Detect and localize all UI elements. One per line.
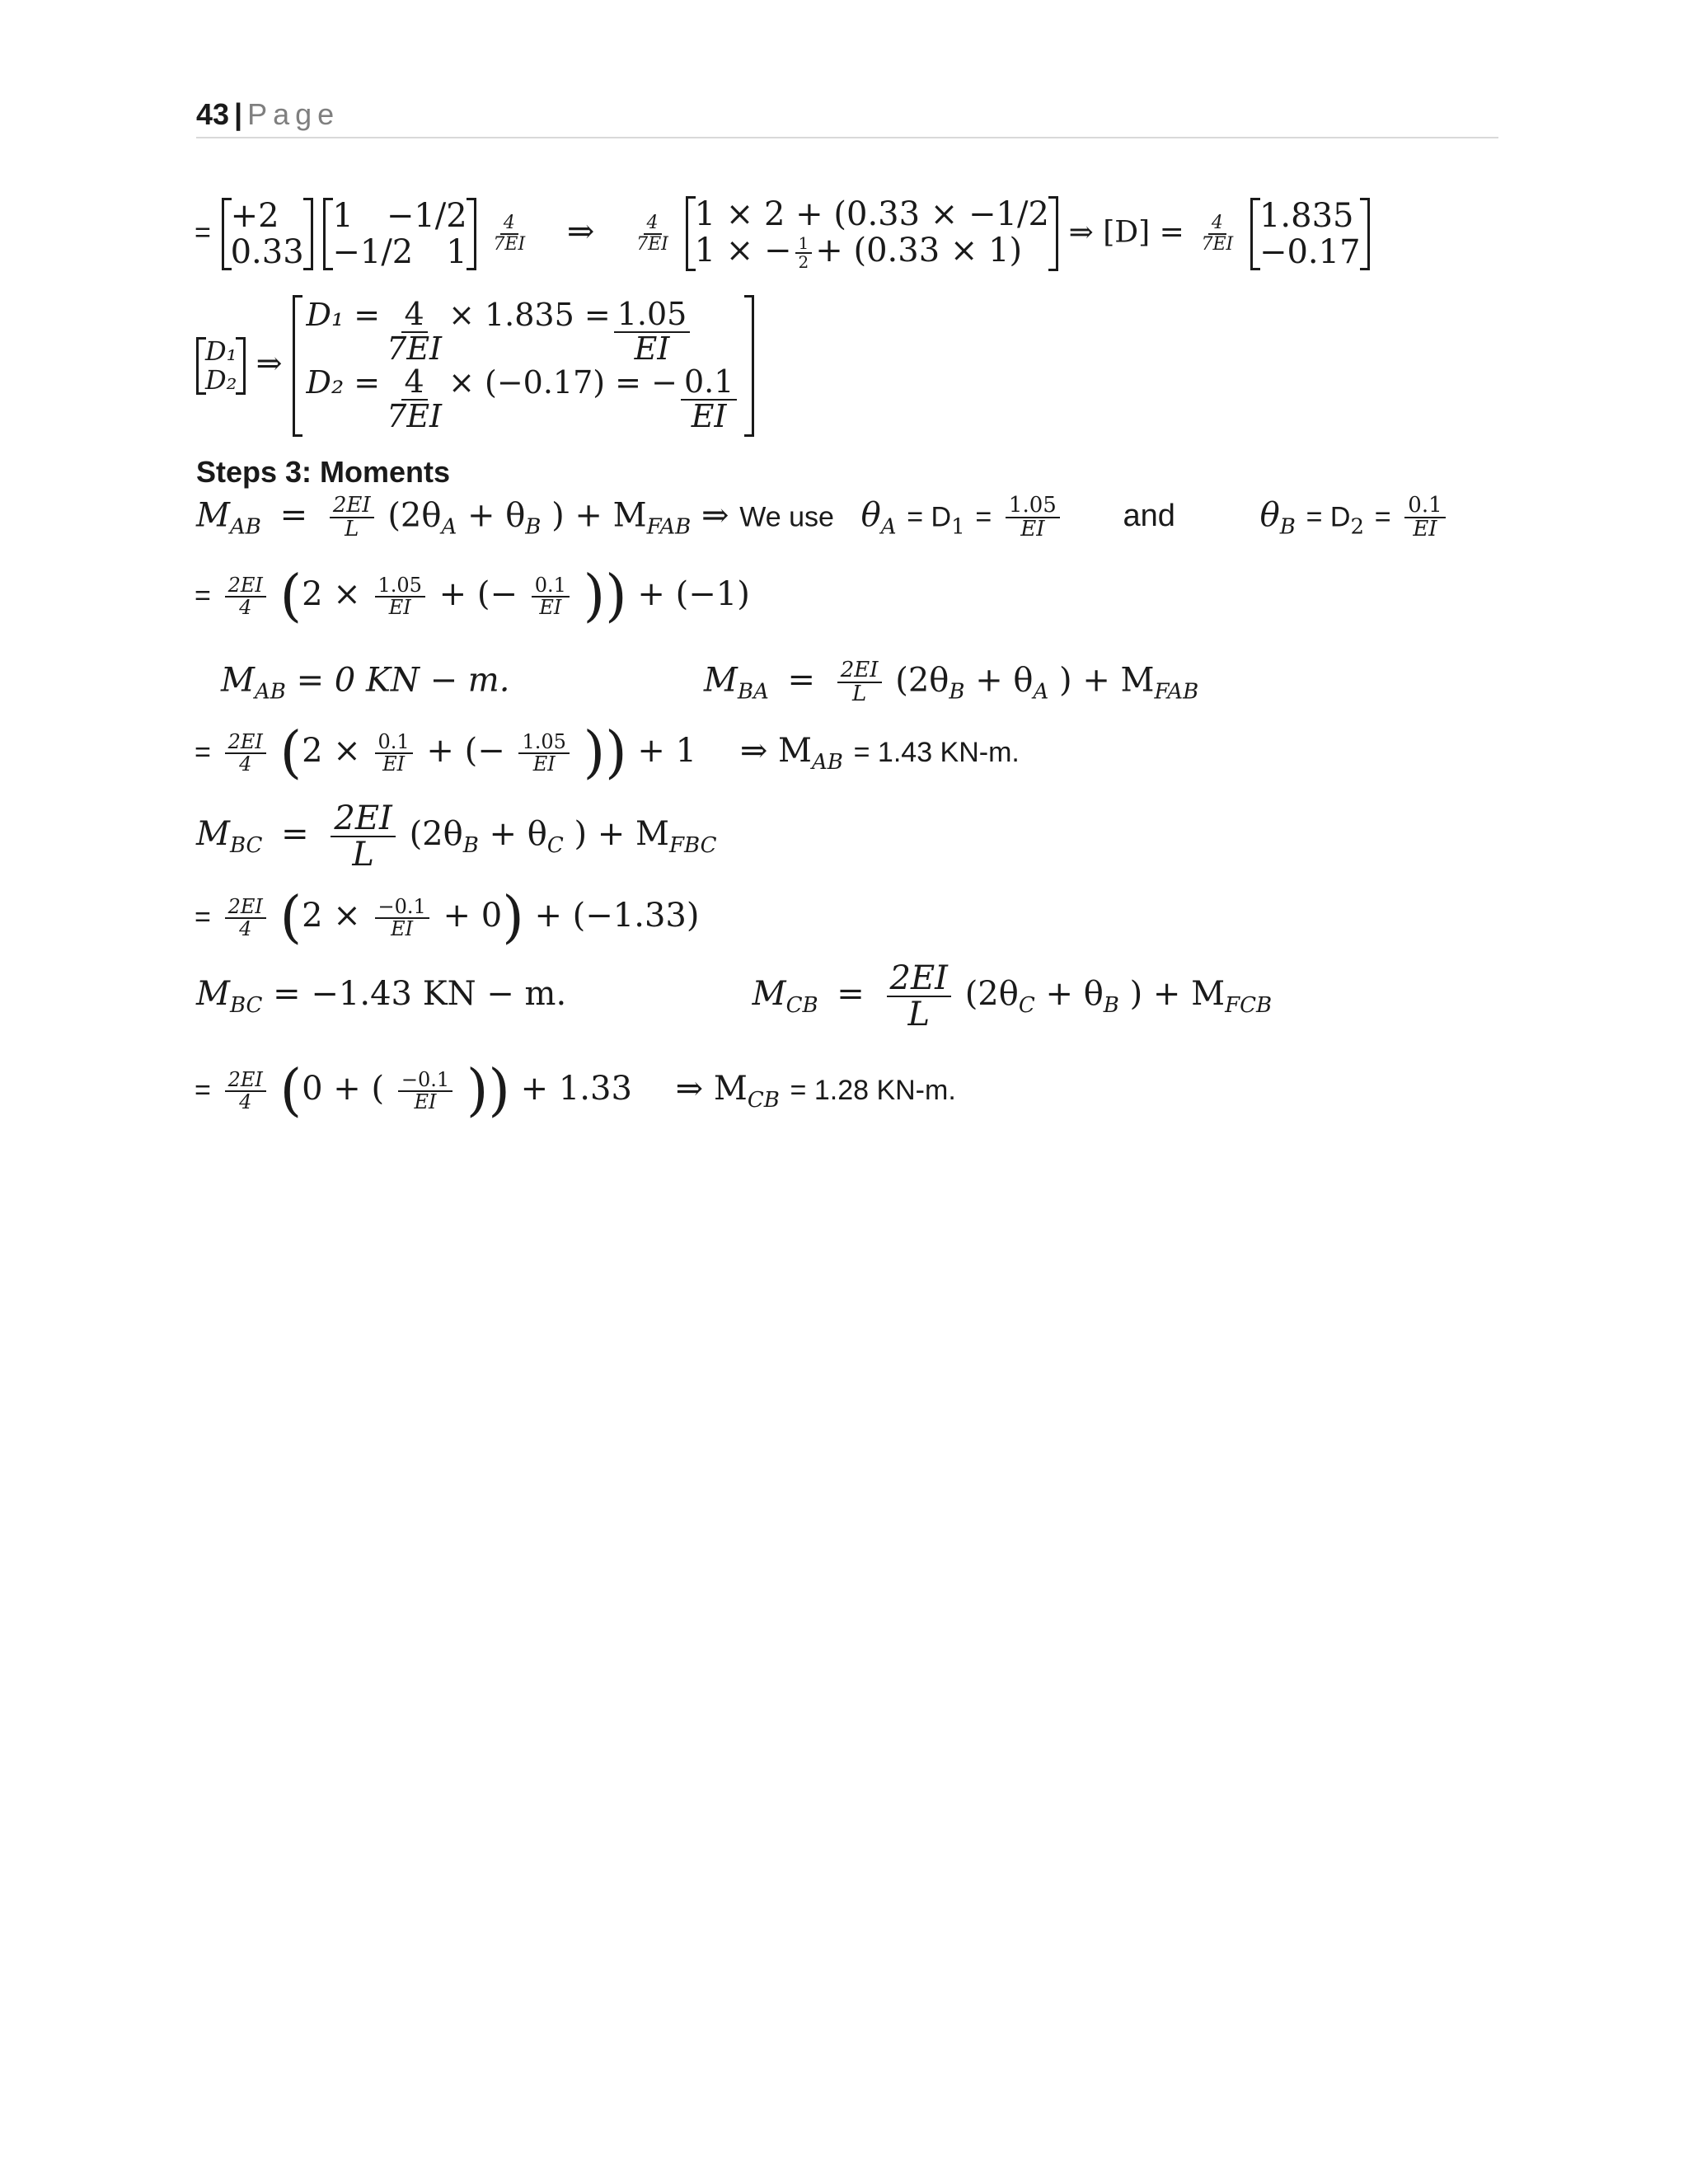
displacement-solution-matrix: D₁ = $\frac{4}{7EI}$ × 1.835 = $\frac{1.05}{EI}$ D₂ = $\frac{4}{7EI}$ × (−0.17) = − $\frac{0.1}{EI}$ [293,295,755,437]
product-matrix: 1 × 2 + (0.33 × −1/2 1 × − $\frac{1}{2}$ + (0.33 × 1) [686,196,1058,271]
factor-fraction-3: $\frac{4}{7EI}$ [1201,213,1234,255]
displacement-result-vector: 1.835 −0.17 [1250,198,1370,270]
matrix-multiplication-line: = +2 0.33 1 −1/2 −1/2 1 $\frac{4}{7EI}$ ⇒ $\frac{4}{7EI}$ 1 × 2 + (0.33 × −1/2 1 × − $\frac{1}{2}$ + (0.33 × 1) ⇒ [D] = $\frac{4}{7EI}$ 1.835 −0.17 [195,196,1370,271]
factor-fraction-2: $\frac{4}{7EI}$ [636,213,668,255]
page-header [196,97,340,132]
moment-cb-substitution: = $\frac{2EI}{4}$ (0 + ( $\frac{-0.1}{EI}$ )) + 1.33 ⇒ $M_{CB} = 1.28$ KN-m. [195,1058,956,1123]
page-number: 43 [196,97,230,131]
displacement-vector: D₁ D₂ [196,337,246,395]
moment-bc-result-and-cb-formula: $M_{BC} = -1.43$ KN − m. $M_{CB}$ = $\frac{2EI}{L}$ ($2\theta_C + \theta_B$ ) + $M_{FCB}$ [196,959,1273,1033]
displacement-values: D₁ D₂ ⇒ D₁ = $\frac{4}{7EI}$ × 1.835 = $\frac{1.05}{EI}$ D₂ = $\frac{4}{7EI}$ × (−0.17) = − $\frac{0.1}{EI}$ [196,295,754,437]
header-rule [196,137,1498,138]
section-heading: Steps 3: Moments [196,455,451,489]
load-vector: +2 0.33 [222,198,313,270]
moment-bc-formula: $M_{BC}$ = $\frac{2EI}{L}$ ($2\theta_B + \theta_C$ ) + $M_{FBC}$ [196,799,717,874]
moment-ab-substitution: = $\frac{2EI}{4}$ (2 × $\frac{1.05}{EI}$ + (− $\frac{0.1}{EI}$ )) + (−1) [195,564,750,629]
page-word: Page [247,97,340,131]
moment-ba-substitution: = $\frac{2EI}{4}$ (2 × $\frac{0.1}{EI}$ + (− $\frac{1.05}{EI}$ )) + 1 ⇒ $M_{AB} = 1.43$ KN-m. [195,720,1020,785]
header-separator: | [234,97,243,131]
moment-ab-result-and-ba-formula: $M_{AB} = 0$ KN − m. $M_{BA}$ = $\frac{2EI}{L}$ ($2\theta_B + \theta_A$ ) + $M_{FAB}$ [221,658,1199,707]
moment-bc-substitution: = $\frac{2EI}{4}$ (2 × $\frac{-0.1}{EI}$ + 0) + (−1.33) [195,885,700,950]
factor-fraction: $\frac{4}{7EI}$ [493,213,526,255]
moment-ab-formula: $M_{AB}$ = $\frac{2EI}{L}$ ($2\theta_A + \theta_B$ ) + $M_{FAB}$ ⇒ We use $\theta_A = D_1$ = $\frac{1.05}{EI}$ and $\theta_B = D_2$ = $\frac{0.1}{EI}$ [196,494,1449,541]
flexibility-matrix: 1 −1/2 −1/2 1 [323,198,476,270]
